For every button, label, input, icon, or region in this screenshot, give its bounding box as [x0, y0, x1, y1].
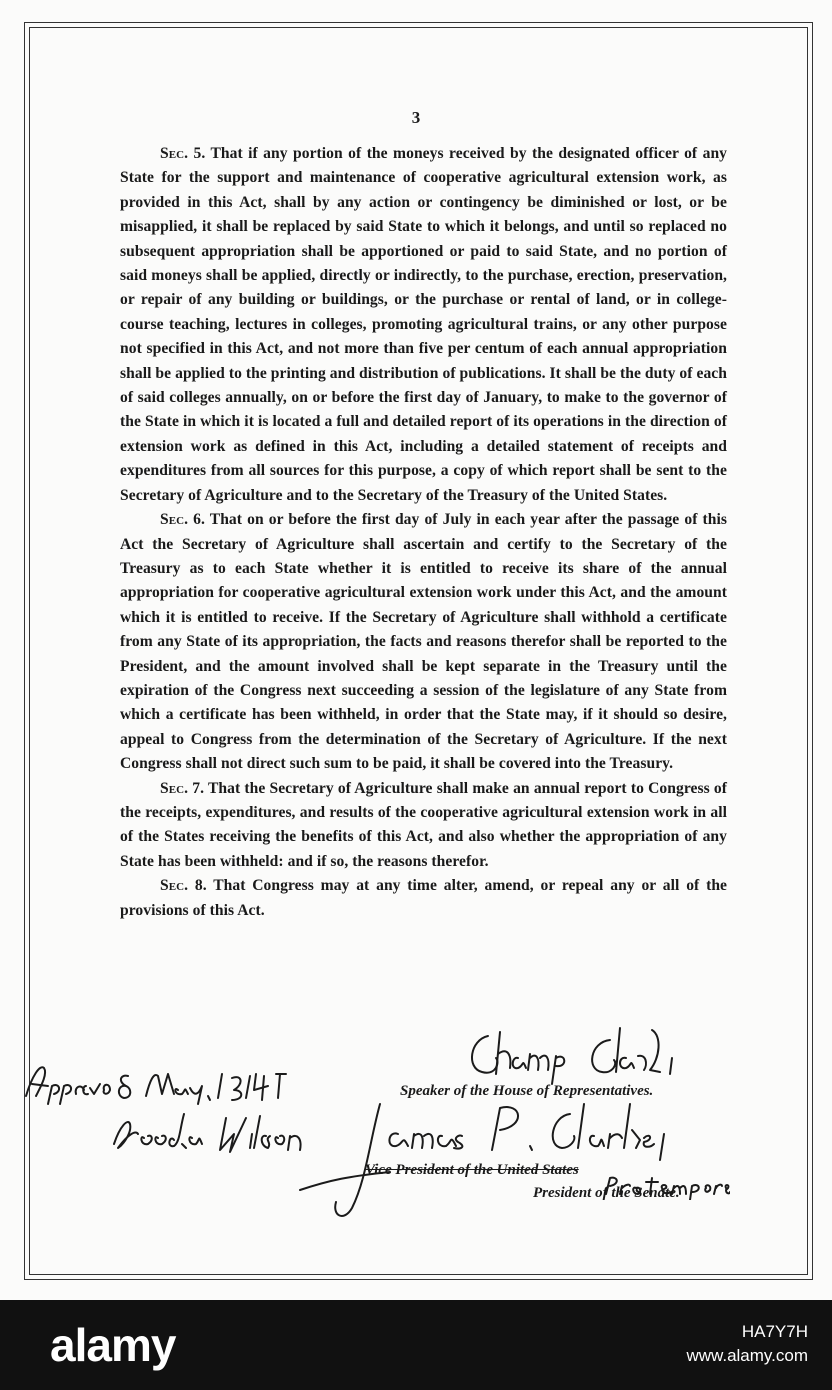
- section-heading: Sec. 7.: [160, 779, 205, 797]
- section-heading: Sec. 8.: [160, 877, 207, 895]
- speaker-caption: Speaker of the House of Representatives.: [400, 1083, 654, 1099]
- watermark-image-id: HA7Y7H: [741, 1322, 808, 1341]
- signature-speaker: [460, 1018, 700, 1088]
- page-number: 3: [411, 108, 421, 127]
- section-6: [120, 508, 727, 776]
- section-8: [120, 874, 727, 923]
- section-text: That if any portion of the moneys received by the designated officer of any State for the support and maintenance of cooperative agricultural extension work, as provided in this Act, shall by any action or contingency be diminished or lost, or be misapplied, it shall be replaced by said State to which it belongs, and until so replaced no subsequent appropriation shall be apportioned or paid to said State, and no portion of said moneys shall be applied, directly or indirectly, to the purchase, erection, preservation, or repair of any building or buildings, or the purchase or rental of land, or in college-course teaching, lectures in colleges, promoting agricultural trains, or any other purpose not specified in this Act, and not more than five per centum of each annual appropriation shall be applied to the printing and distribution of publications. It shall be the duty of each of said colleges annually, on or before the first day of January, to make to the governor of the State in which it is located a full and detailed report of its operations in the direction of extension work as defined in this Act, including a detailed statement of receipts and expenditures from all sources for this purpose, a copy of which report shall be sent to the Secretary of Agriculture and to the Secretary of the Treasury of the United States.: [120, 145, 728, 504]
- section-heading: Sec. 5.: [160, 145, 206, 162]
- section-heading: Sec. 6.: [160, 511, 205, 529]
- act-body-text: [120, 142, 727, 923]
- section-7: [120, 777, 727, 875]
- section-text: That on or before the first day of July in each year after the passage of this Act the Secretary of Agriculture shall ascertain and certify to the Secretary of the Treasury as to each State whether it is entitled to receive its share of the annual appropriation for cooperative agricultural extension work under this Act, and the amount which it is entitled to receive. If the Secretary of Agriculture shall withhold a certificate from any State of its appropriation, the facts and reasons therefor shall be reported to the President, and the amount involved shall be kept separate in the Treasury until the expiration of the Congress next succeeding a session of the legislature of any State from which a certificate has been withheld, in order that the State may, if it should so desire, appeal to Congress from the determination of the Secretary of Agriculture. If the next Congress shall not direct such sum to be paid, it shall be covered into the Treasury.: [120, 511, 728, 773]
- senate-president-caption: President of the Senate.: [533, 1185, 680, 1201]
- section-text: That the Secretary of Agriculture shall make an annual report to Congress of the receipts, expenditures, and results of the cooperative agricultural extension work in all of the States receiving the benefits of this Act, and also whether the appropriation of any State has been withheld: and if so, the reasons therefor.: [120, 779, 728, 870]
- signature-senate: [240, 1090, 700, 1230]
- watermark-logo: alamy: [50, 1319, 176, 1371]
- vice-president-caption-struck: Vice President of the United States: [365, 1162, 579, 1178]
- section-5: [120, 142, 727, 508]
- watermark-url: www.alamy.com: [686, 1346, 808, 1365]
- section-text: That Congress may at any time alter, amend, or repeal any or all of the provisions of this Act.: [120, 877, 728, 919]
